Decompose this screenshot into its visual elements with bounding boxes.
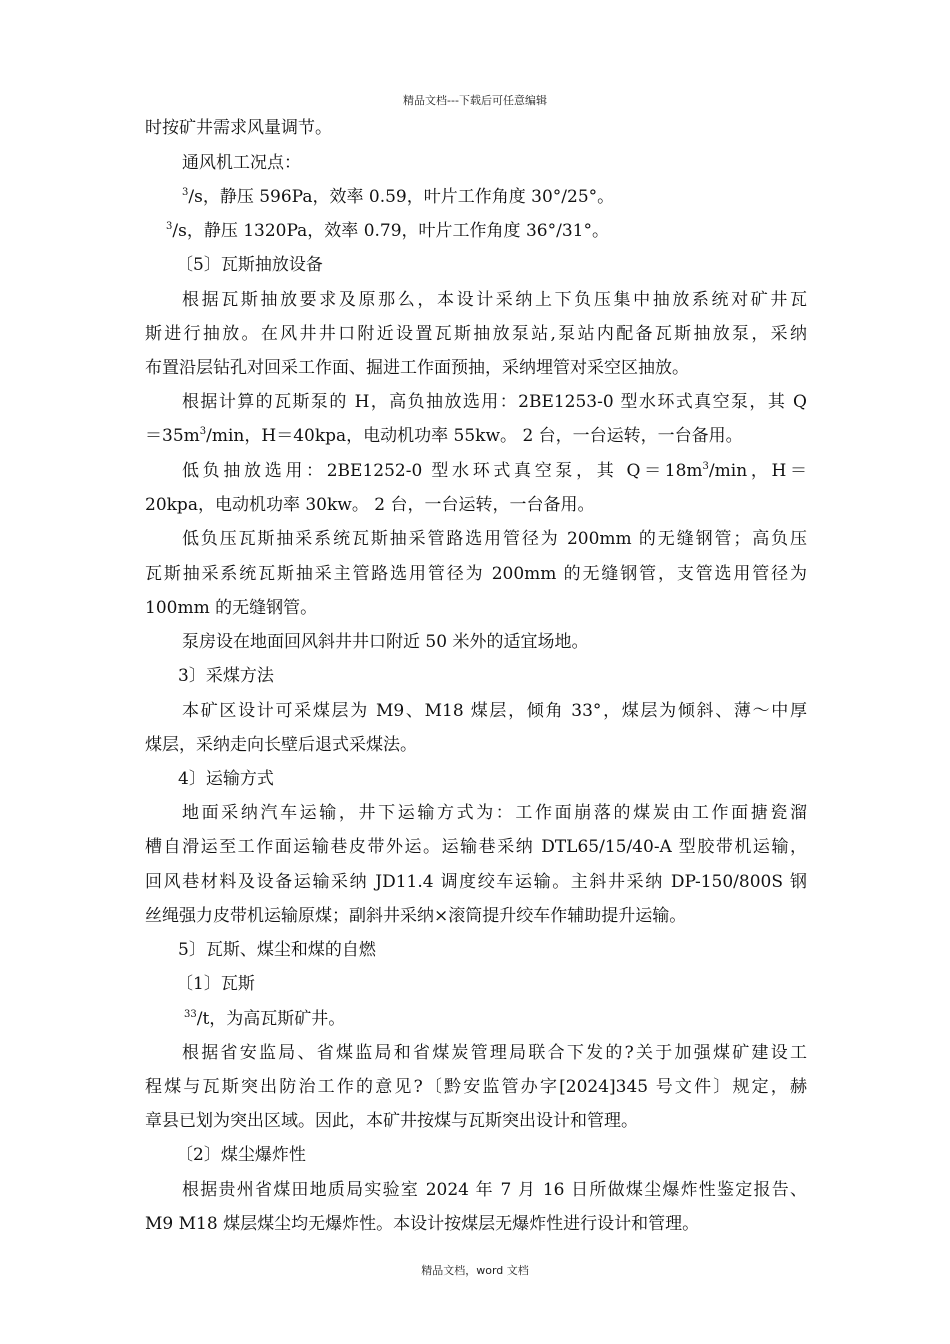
section-heading: 5〕瓦斯、煤尘和煤的自燃 bbox=[178, 940, 376, 960]
text-span: /t，为高瓦斯矿井。 bbox=[196, 1009, 346, 1029]
page-footer: 精品文档，word 文档 bbox=[421, 1264, 529, 1277]
text-line: 本矿区设计可采煤层为 M9、M18 煤层，倾角 33°，煤层为倾斜、薄～中厚 bbox=[182, 701, 807, 721]
text-line bbox=[145, 425, 743, 447]
section-heading: 3〕采煤方法 bbox=[178, 666, 274, 686]
text-line: 根据计算的瓦斯泵的 H，高负抽放选用：2BE1253-0 型水环式真空泵，其 Q bbox=[182, 392, 807, 412]
text-line: 回风巷材料及设备运输采纳 JD11.4 调度绞车运输。主斜井采纳 DP-150/800S 钢 bbox=[145, 872, 807, 892]
section-heading: 〔1〕瓦斯 bbox=[176, 974, 255, 994]
section-heading: 〔5〕瓦斯抽放设备 bbox=[176, 255, 323, 275]
text-line: 丝绳强力皮带机运输原煤；副斜井采纳×滚筒提升绞车作辅助提升运输。 bbox=[145, 906, 687, 926]
text-line: 瓦斯抽采系统瓦斯抽采主管路选用管径为 200mm 的无缝钢管，支管选用管径为 bbox=[145, 564, 807, 584]
text-line bbox=[182, 186, 614, 208]
text-line bbox=[182, 460, 807, 482]
text-line bbox=[166, 220, 609, 242]
text-line: 地面采纳汽车运输，井下运输方式为：工作面崩落的煤炭由工作面搪瓷溜 bbox=[182, 803, 807, 823]
text-line bbox=[184, 1008, 345, 1030]
text-line: 20kpa，电动机功率 30kw。 2 台，一台运转，一台备用。 bbox=[145, 495, 595, 515]
superscript: 3 bbox=[702, 461, 709, 472]
text-line: 章县已划为突出区域。因此，本矿井按煤与瓦斯突出设计和管理。 bbox=[145, 1111, 638, 1131]
text-line: M9 M18 煤层煤尘均无爆炸性。本设计按煤层无爆炸性进行设计和管理。 bbox=[145, 1214, 700, 1234]
text-line: 低负压瓦斯抽采系统瓦斯抽采管路选用管径为 200mm 的无缝钢管；高负压 bbox=[182, 529, 807, 549]
text-line: 根据省安监局、省煤监局和省煤炭管理局联合下发的?关于加强煤矿建设工 bbox=[182, 1043, 807, 1063]
text-span: /min，H＝40kpa，电动机功率 55kw。 2 台，一台运转，一台备用。 bbox=[206, 426, 743, 446]
text-span: /s，静压 1320Pa，效率 0.79，叶片工作角度 36°/31°。 bbox=[172, 221, 609, 241]
text-span: 低负抽放选用：2BE1252-0 型水环式真空泵，其 Q＝18m bbox=[182, 461, 703, 481]
text-span: /min，H＝ bbox=[708, 461, 807, 481]
section-heading: 4〕运输方式 bbox=[178, 769, 274, 789]
page-header: 精品文档---下载后可任意编辑 bbox=[403, 94, 547, 107]
text-line: 程煤与瓦斯突出防治工作的意见?〔黔安监管办字[2024]345 号文件〕规定，赫 bbox=[145, 1077, 807, 1097]
text-span: /s，静压 596Pa，效率 0.59，叶片工作角度 30°/25°。 bbox=[188, 187, 615, 207]
section-heading: 〔2〕煤尘爆炸性 bbox=[176, 1145, 306, 1165]
superscript: 3 bbox=[182, 187, 189, 198]
text-line: 槽自滑运至工作面运输巷皮带外运。运输巷采纳 DTL65/15/40-A 型胶带机运输， bbox=[145, 837, 807, 857]
text-line: 通风机工况点： bbox=[182, 153, 301, 173]
text-span: ＝35m bbox=[145, 426, 200, 446]
superscript: 33 bbox=[184, 1009, 197, 1020]
text-line: 煤层，采纳走向长壁后退式采煤法。 bbox=[145, 735, 417, 755]
superscript: 3 bbox=[199, 426, 207, 437]
text-line: 根据瓦斯抽放要求及原那么，本设计采纳上下负压集中抽放系统对矿井瓦 bbox=[182, 290, 807, 310]
text-line: 泵房设在地面回风斜井井口附近 50 米外的适宜场地。 bbox=[182, 632, 589, 652]
text-line: 100mm 的无缝钢管。 bbox=[145, 598, 318, 618]
text-line: 斯进行抽放。在风井井口附近设置瓦斯抽放泵站,泵站内配备瓦斯抽放泵，采纳 bbox=[145, 324, 807, 344]
text-line: 根据贵州省煤田地质局实验室 2024 年 7 月 16 日所做煤尘爆炸性鉴定报告、 bbox=[182, 1180, 807, 1200]
text-line: 布置沿层钻孔对回采工作面、掘进工作面预抽，采纳埋管对采空区抽放。 bbox=[145, 358, 689, 378]
text-line: 时按矿井需求风量调节。 bbox=[145, 118, 332, 138]
superscript: 3 bbox=[166, 221, 173, 232]
